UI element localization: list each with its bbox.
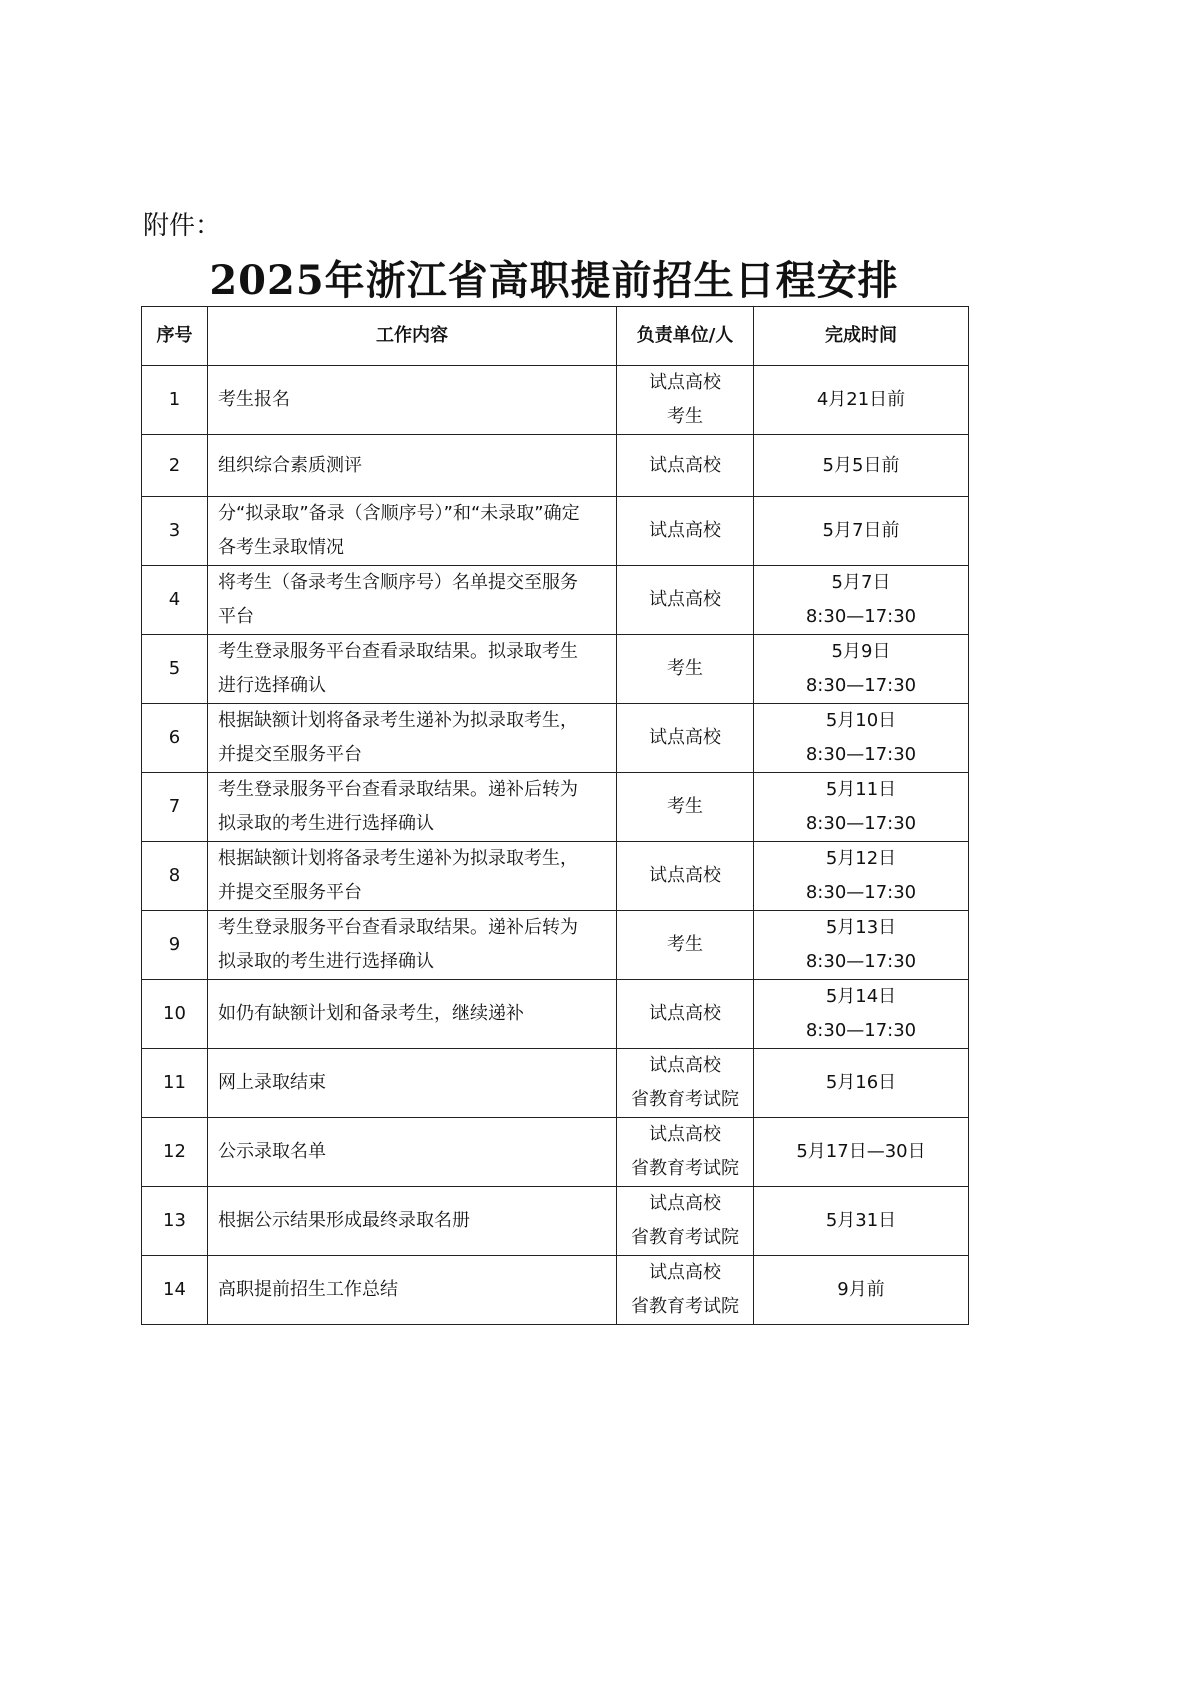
responsible-cell xyxy=(617,497,754,566)
task-cell xyxy=(208,911,617,980)
responsible-cell xyxy=(617,366,754,435)
deadline-cell-line: 8:30—17:30 xyxy=(805,882,917,903)
deadline-cell-line: 5月17日—30日 xyxy=(796,1141,926,1162)
responsible-cell xyxy=(617,911,754,980)
row-number: 12 xyxy=(142,1118,208,1187)
deadline-cell xyxy=(754,704,969,773)
responsible-cell-line: 试点高校 xyxy=(649,1003,721,1024)
task-cell-line: 考生登录服务平台查看录取结果。递补后转为 xyxy=(218,917,578,938)
responsible-cell-line: 省教育考试院 xyxy=(631,1227,739,1248)
deadline-cell xyxy=(754,842,969,911)
task-cell-line: 拟录取的考生进行选择确认 xyxy=(218,813,434,834)
row-number: 8 xyxy=(142,842,208,911)
task-cell-line: 组织综合素质测评 xyxy=(218,454,362,476)
table-row xyxy=(142,1118,969,1187)
table-row xyxy=(142,566,969,635)
deadline-cell-line: 4月21日前 xyxy=(816,389,906,410)
task-cell-line: 考生报名 xyxy=(218,389,290,410)
table-row xyxy=(142,773,969,842)
responsible-cell xyxy=(617,566,754,635)
responsible-cell xyxy=(617,773,754,842)
row-number: 4 xyxy=(142,566,208,635)
responsible-cell xyxy=(617,1256,754,1325)
task-cell-line: 各考生录取情况 xyxy=(218,537,344,558)
responsible-cell-line: 考生 xyxy=(667,658,703,679)
task-cell-line: 根据缺额计划将备录考生递补为拟录取考生， xyxy=(218,710,578,731)
deadline-cell-line: 5月14日 xyxy=(825,986,897,1007)
row-number: 3 xyxy=(142,497,208,566)
deadline-cell-line: 5月16日 xyxy=(825,1072,897,1093)
row-number: 10 xyxy=(142,980,208,1049)
deadline-cell-line: 8:30—17:30 xyxy=(805,1020,917,1041)
deadline-cell-line: 5月7日 xyxy=(831,572,891,593)
document-title: 2025年浙江省高职提前招生日程安排 xyxy=(209,257,899,304)
deadline-cell xyxy=(754,980,969,1049)
table-row xyxy=(142,635,969,704)
responsible-cell-line: 省教育考试院 xyxy=(631,1089,739,1110)
header-unit: 负责单位/人 xyxy=(617,307,754,366)
task-cell-line: 根据缺额计划将备录考生递补为拟录取考生， xyxy=(218,848,578,869)
deadline-cell-line: 5月11日 xyxy=(825,779,897,800)
responsible-cell-line: 试点高校 xyxy=(649,727,721,748)
responsible-cell-line: 试点高校 xyxy=(649,1193,721,1214)
deadline-cell-line: 8:30—17:30 xyxy=(805,813,917,834)
responsible-cell xyxy=(617,980,754,1049)
responsible-cell-line: 试点高校 xyxy=(649,454,721,476)
deadline-cell-line: 5月10日 xyxy=(825,710,897,731)
responsible-cell-line: 考生 xyxy=(667,406,703,427)
header-no: 序号 xyxy=(142,307,208,366)
task-cell xyxy=(208,435,617,497)
task-cell xyxy=(208,704,617,773)
responsible-cell-line: 考生 xyxy=(667,934,703,955)
row-number: 7 xyxy=(142,773,208,842)
attachment-label: 附件： xyxy=(143,211,222,241)
responsible-cell-line: 省教育考试院 xyxy=(631,1158,739,1179)
responsible-cell-line: 试点高校 xyxy=(649,1124,721,1145)
task-cell xyxy=(208,635,617,704)
deadline-cell xyxy=(754,1187,969,1256)
deadline-cell-line: 8:30—17:30 xyxy=(805,951,917,972)
task-cell-line: 分“拟录取”备录（含顺序号）”和“未录取”确定 xyxy=(218,503,580,524)
table-row xyxy=(142,980,969,1049)
responsible-cell-line: 省教育考试院 xyxy=(631,1296,739,1317)
deadline-cell-line: 5月5日前 xyxy=(822,454,900,476)
table-row xyxy=(142,1256,969,1325)
responsible-cell-line: 考生 xyxy=(667,796,703,817)
task-cell-line: 拟录取的考生进行选择确认 xyxy=(218,951,434,972)
deadline-cell-line: 8:30—17:30 xyxy=(805,606,917,627)
task-cell xyxy=(208,1049,617,1118)
deadline-cell xyxy=(754,1256,969,1325)
task-cell-line: 进行选择确认 xyxy=(218,675,326,696)
responsible-cell xyxy=(617,1049,754,1118)
deadline-cell xyxy=(754,366,969,435)
deadline-cell-line: 5月7日前 xyxy=(822,520,900,541)
deadline-cell-line: 8:30—17:30 xyxy=(805,675,917,696)
schedule-table xyxy=(141,306,969,1325)
deadline-cell-line: 5月12日 xyxy=(825,848,897,869)
deadline-cell-line: 9月前 xyxy=(837,1279,885,1300)
responsible-cell xyxy=(617,1187,754,1256)
deadline-cell xyxy=(754,911,969,980)
task-cell-line: 根据公示结果形成最终录取名册 xyxy=(218,1210,470,1231)
task-cell-line: 高职提前招生工作总结 xyxy=(218,1279,398,1300)
table-row xyxy=(142,435,969,497)
responsible-cell-line: 试点高校 xyxy=(649,589,721,610)
row-number: 14 xyxy=(142,1256,208,1325)
row-number: 13 xyxy=(142,1187,208,1256)
deadline-cell-line: 8:30—17:30 xyxy=(805,744,917,765)
deadline-cell xyxy=(754,1049,969,1118)
task-cell xyxy=(208,1118,617,1187)
responsible-cell xyxy=(617,435,754,497)
responsible-cell-line: 试点高校 xyxy=(649,372,721,393)
row-number: 11 xyxy=(142,1049,208,1118)
responsible-cell xyxy=(617,704,754,773)
responsible-cell-line: 试点高校 xyxy=(649,1262,721,1283)
row-number: 5 xyxy=(142,635,208,704)
deadline-cell-line: 5月9日 xyxy=(831,641,891,662)
responsible-cell-line: 试点高校 xyxy=(649,1055,721,1076)
row-number: 2 xyxy=(142,435,208,497)
table-row xyxy=(142,704,969,773)
deadline-cell xyxy=(754,773,969,842)
task-cell-line: 将考生（备录考生含顺序号）名单提交至服务 xyxy=(218,572,578,593)
deadline-cell xyxy=(754,435,969,497)
deadline-cell xyxy=(754,1118,969,1187)
deadline-cell xyxy=(754,566,969,635)
task-cell xyxy=(208,842,617,911)
table-row xyxy=(142,911,969,980)
row-number: 9 xyxy=(142,911,208,980)
task-cell xyxy=(208,1187,617,1256)
task-cell xyxy=(208,366,617,435)
header-task: 工作内容 xyxy=(208,307,617,366)
task-cell-line: 平台 xyxy=(218,606,254,627)
deadline-cell-line: 5月13日 xyxy=(825,917,897,938)
responsible-cell-line: 试点高校 xyxy=(649,865,721,886)
task-cell xyxy=(208,1256,617,1325)
row-number: 6 xyxy=(142,704,208,773)
responsible-cell xyxy=(617,842,754,911)
task-cell-line: 考生登录服务平台查看录取结果。递补后转为 xyxy=(218,779,578,800)
responsible-cell xyxy=(617,635,754,704)
deadline-cell xyxy=(754,497,969,566)
table-row xyxy=(142,497,969,566)
deadline-cell-line: 5月31日 xyxy=(825,1210,897,1231)
task-cell xyxy=(208,773,617,842)
table-row xyxy=(142,1049,969,1118)
table-row xyxy=(142,842,969,911)
task-cell xyxy=(208,497,617,566)
table-row xyxy=(142,1187,969,1256)
responsible-cell-line: 试点高校 xyxy=(649,520,721,541)
task-cell-line: 考生登录服务平台查看录取结果。拟录取考生 xyxy=(218,641,578,662)
task-cell-line: 如仍有缺额计划和备录考生，继续递补 xyxy=(218,1003,524,1024)
task-cell-line: 并提交至服务平台 xyxy=(218,744,362,765)
responsible-cell xyxy=(617,1118,754,1187)
task-cell-line: 公示录取名单 xyxy=(218,1141,326,1162)
table-row xyxy=(142,366,969,435)
row-number: 1 xyxy=(142,366,208,435)
task-cell-line: 网上录取结束 xyxy=(218,1072,326,1093)
task-cell-line: 并提交至服务平台 xyxy=(218,882,362,903)
table-header-row xyxy=(142,307,969,366)
task-cell xyxy=(208,566,617,635)
deadline-cell xyxy=(754,635,969,704)
task-cell xyxy=(208,980,617,1049)
header-time: 完成时间 xyxy=(754,307,969,366)
